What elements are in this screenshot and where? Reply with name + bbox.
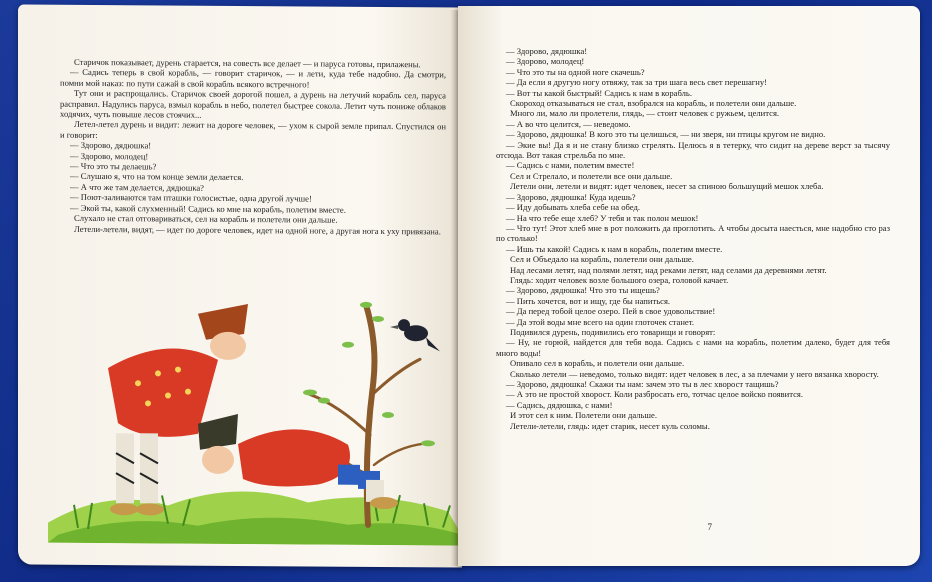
paragraph: — Что тут! Этот хлеб мне в рот положить да проглотить. А чтобы досыта наесться, мне надобно сто раз по столько!	[496, 222, 890, 244]
paragraph: — Здорово, молодец!	[70, 150, 149, 162]
illustration-listener	[48, 273, 468, 546]
open-book	[18, 6, 922, 572]
page-number: 7	[707, 522, 712, 532]
paragraph: — Вот ты какой быстрый! Садись к нам в корабль.	[506, 87, 692, 98]
paragraph: — Ишь ты какой! Садись к нам в корабль, полетим вместе.	[506, 243, 723, 254]
paragraph: — Здорово, дядюшка! Скажи ты нам: зачем это ты в лес хворост тащишь?	[506, 379, 779, 389]
paragraph: — Ну, не горюй, найдется для тебя вода. Садись с нами на корабль, полетим далеко, будет для тебя много воды!	[496, 337, 890, 358]
paragraph: — Здорово, дядюшка! Что это ты ищешь?	[506, 285, 660, 296]
paragraph: — Да этой воды мне всего на один глоточек станет.	[506, 316, 695, 327]
paragraph: — Поют-заливаются там пташки голосистые, одна другой лучше!	[70, 192, 312, 204]
paragraph: Летели-летели, видят, — идет по дороге человек, идет на одной ноге, а другая нога к уху привязана.	[74, 223, 441, 236]
paragraph: — На что тебе еще хлеб? У тебя и так полон мешок!	[506, 212, 699, 223]
paragraph: Сел и Объедало на корабль, полетели они дальше.	[510, 254, 694, 265]
paragraph: — Здорово, дядюшка!	[70, 140, 152, 151]
paragraph: Тут они и распрощались. Старичок своей дорогой пошел, а дурень на летучий корабль сел, паруса расправил. Надулись паруса, взмыл корабль в небо, полетел быстрее сокола. Летит чуть пониже облаков ходячих, чуть повыше лесов стоячих...	[60, 88, 446, 120]
paragraph: — А во что целится, — неведомо.	[506, 118, 631, 129]
paragraph: Летели-летели, глядь: идет старик, несет куль соломы.	[510, 420, 710, 431]
paragraph: Опивало сел в корабль, и полетели они дальше.	[510, 358, 685, 369]
paragraph: — Садись теперь в свой корабль, — говорит старичок, — и лети, куда тебе надобно. Да смотри, помни мой наказ: по пути сажай в свой корабль всякого встречного!	[60, 67, 446, 90]
paragraph: — Пить хочется, вот и ищу, где бы напиться.	[506, 295, 671, 306]
paragraph: — Здорово, дядюшка!	[506, 46, 588, 56]
paragraph: Сел и Стрелало, и полетели все они дальше.	[510, 170, 673, 181]
paragraph: Много ли, мало ли пролетели, глядь, — стоит человек с ружьем, целится.	[510, 108, 780, 119]
paragraph: — Экие вы! Да я и не стану близко стрелять. Целюсь я в тетерку, что сидит на дереве верст за тысячу отсюда. Вот такая стрельба по мне.	[496, 139, 890, 161]
paragraph: — Что это ты делаешь?	[70, 160, 157, 172]
paragraph: Скороход отказываться не стал, взобрался на корабль, и полетели они дальше.	[510, 98, 797, 109]
paragraph: Глядь: ходит человек возле большого озера, головой качает.	[510, 274, 729, 285]
paragraph: — Садись, дядюшка, с нами!	[506, 399, 613, 410]
paragraph: — А это не простой хворост. Коли разбросать его, тотчас целое войско появится.	[506, 389, 803, 400]
paragraph: — Здорово, дядюшка! В кого это ты целишься, — ни зверя, ни птицы кругом не видно.	[506, 129, 826, 140]
right-page-text	[496, 46, 890, 431]
paragraph: Летел-летел дурень и видит: лежит на дороге человек, — ухом к сырой земле припал. Спустился он и говорит:	[60, 119, 446, 140]
paragraph: — Да если я другую ногу отвяжу, так за три шага весь свет перешагну!	[506, 77, 768, 88]
paragraph: И этот сел к ним. Полетели они дальше.	[510, 410, 657, 421]
paragraph: Слухало не стал отговариваться, сел на корабль и полетели они дальше.	[74, 212, 338, 225]
paragraph: — Садись с нами, полетим вместе!	[506, 160, 635, 171]
paragraph: — А что же там делается, дядюшка?	[70, 181, 204, 193]
paragraph: — Да перед тобой целое озеро. Пей в свое удовольствие!	[506, 306, 716, 317]
paragraph: Старичок показывает, дурень старается, на совесть все делает — и паруса готовы, прилажены.	[74, 56, 421, 70]
right-page	[458, 6, 920, 566]
left-page-text	[60, 57, 446, 237]
paragraph: Подивился дурень, подивились его товарищи и говорят:	[510, 326, 716, 337]
paragraph: Сколько летели — неведомо, только видят: идет человек в лес, а за плечами у него вязанка хворосту.	[510, 368, 879, 379]
paragraph: — Иду добывать хлеба себе на обед.	[506, 202, 640, 213]
standing-man	[108, 303, 248, 516]
paragraph: — Здорово, дядюшка! Куда идешь?	[506, 191, 636, 202]
paragraph: Над лесами летят, над полями летят, над реками летят, над селами да деревнями летят.	[510, 264, 827, 275]
crow-icon	[390, 319, 440, 351]
paragraph: Летели они, летели и видят: идет человек, несет за спиною большущий мешок хлеба.	[510, 181, 824, 192]
left-page	[18, 4, 462, 567]
paragraph: — Что это ты на одной ноге скачешь?	[506, 66, 645, 77]
paragraph: — Экой ты, какой слухменный! Садись ко мне на корабль, полетим вместе.	[70, 202, 346, 215]
paragraph: — Здорово, молодец!	[506, 56, 585, 67]
paragraph: — Слушаю я, что на том конце земли делается.	[70, 171, 244, 183]
